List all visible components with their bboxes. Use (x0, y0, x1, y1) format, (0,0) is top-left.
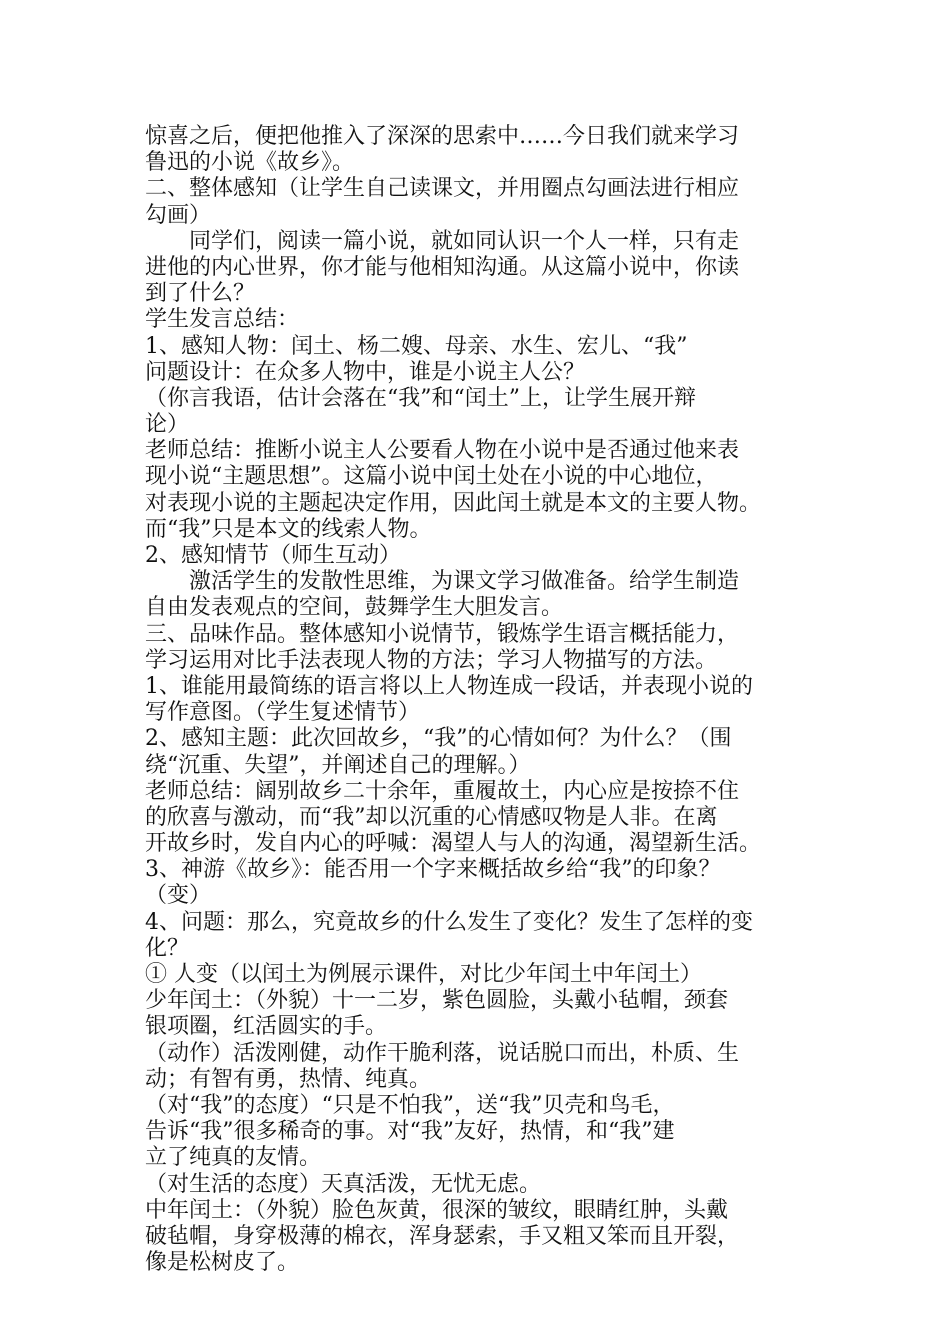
text-line: ① 人变（以闰土为例展示课件，对比少年闰土中年闰土） (145, 962, 702, 987)
text-line: （对“我”的态度）“只是不怕我”，送“我”贝壳和鸟毛， (145, 1092, 675, 1118)
text-line: 自由发表观点的空间，鼓舞学生大胆发言。 (145, 595, 564, 621)
text-line: 破毡帽，身穿极薄的棉衣，浑身瑟索，手又粗又笨而且开裂， (145, 1223, 740, 1249)
text-line: 像是松树皮了。 (145, 1250, 300, 1276)
text-line: 二、整体感知（让学生自己读课文，并用圈点勾画法进行相应 (145, 176, 740, 202)
text-line: 动；有智有勇，热情、纯真。 (145, 1066, 432, 1092)
text-line: （对生活的态度）天真活泼，无忧无虑。 (145, 1171, 542, 1197)
text-line: 化？ (145, 935, 190, 961)
text-line: 勾画） (145, 202, 212, 228)
text-line: 三、品味作品。整体感知小说情节，锻炼学生语言概括能力， (145, 621, 740, 647)
text-line: 学习运用对比手法表现人物的方法；学习人物描写的方法。 (145, 647, 718, 673)
text-line: 现小说“主题思想”。这篇小说中闰土处在小说的中心地位， (145, 464, 718, 490)
text-line: 1、谁能用最简练的语言将以上人物连成一段话，并表现小说的 (145, 673, 753, 699)
text-line: 而“我”只是本文的线索人物。 (145, 516, 432, 542)
text-line: 激活学生的发散性思维，为课文学习做准备。给学生制造 (189, 569, 740, 595)
text-line: 4、问题：那么，究竟故乡的什么发生了变化？发生了怎样的变 (145, 909, 753, 935)
text-line: 问题设计：在众多人物中，谁是小说主人公？ (145, 359, 586, 385)
text-line: 立了纯真的友情。 (145, 1145, 322, 1171)
document-body (145, 124, 810, 1276)
text-line: 老师总结：推断小说主人公要看人物在小说中是否通过他来表 (145, 438, 740, 464)
text-line: 论） (145, 412, 190, 438)
text-line: 进他的内心世界，你才能与他相知沟通。从这篇小说中，你读 (145, 254, 740, 280)
text-line: 绕“沉重、失望”，并阐述自己的理解。） (145, 752, 531, 778)
text-line: 2、感知主题：此次回故乡，“我”的心情如何？为什么？（围 (145, 726, 732, 752)
text-line: 写作意图。（学生复述情节） (145, 700, 421, 726)
text-line: 同学们，阅读一篇小说，就如同认识一个人一样，只有走 (189, 228, 740, 254)
text-line: 到了什么？ (145, 281, 256, 307)
text-line: 少年闰土：（外貌）十一二岁，紫色圆脸，头戴小毡帽，颈套 (145, 988, 729, 1014)
text-line: （动作）活泼刚健，动作干脆利落，说话脱口而出，朴质、生 (145, 1040, 740, 1066)
text-line: 开故乡时，发自内心的呼喊：渴望人与人的沟通，渴望新生活。 (145, 831, 762, 857)
text-line: 学生发言总结： (145, 307, 300, 333)
text-line: 的欣喜与激动，而“我”却以沉重的心情感叹物是人非。在离 (145, 804, 718, 830)
text-line: （你言我语，估计会落在“我”和“闰土”上，让学生展开辩 (145, 385, 696, 411)
text-line: 1、感知人物：闰土、杨二嫂、母亲、水生、宏儿、“我” (145, 333, 688, 359)
text-line: 告诉“我”很多稀奇的事。对“我”友好，热情，和“我”建 (145, 1119, 675, 1145)
text-line: 2、感知情节（师生互动） (145, 543, 401, 568)
text-line: （变） (145, 883, 212, 909)
text-line: 3、神游《故乡》：能否用一个字来概括故乡给“我”的印象？ (145, 857, 721, 883)
text-line: 鲁迅的小说《故乡》。 (145, 150, 355, 176)
text-line: 中年闰土：（外貌）脸色灰黄，很深的皱纹，眼睛红肿，头戴 (145, 1197, 729, 1223)
text-line: 银项圈，红活圆实的手。 (145, 1014, 388, 1040)
text-line: 惊喜之后，便把他推入了深深的思索中……今日我们就来学习 (145, 124, 740, 149)
text-line: 对表现小说的主题起决定作用，因此闰土就是本文的主要人物。 (145, 490, 762, 516)
text-line: 老师总结：阔别故乡二十余年，重履故土，内心应是按捺不住 (145, 778, 740, 804)
